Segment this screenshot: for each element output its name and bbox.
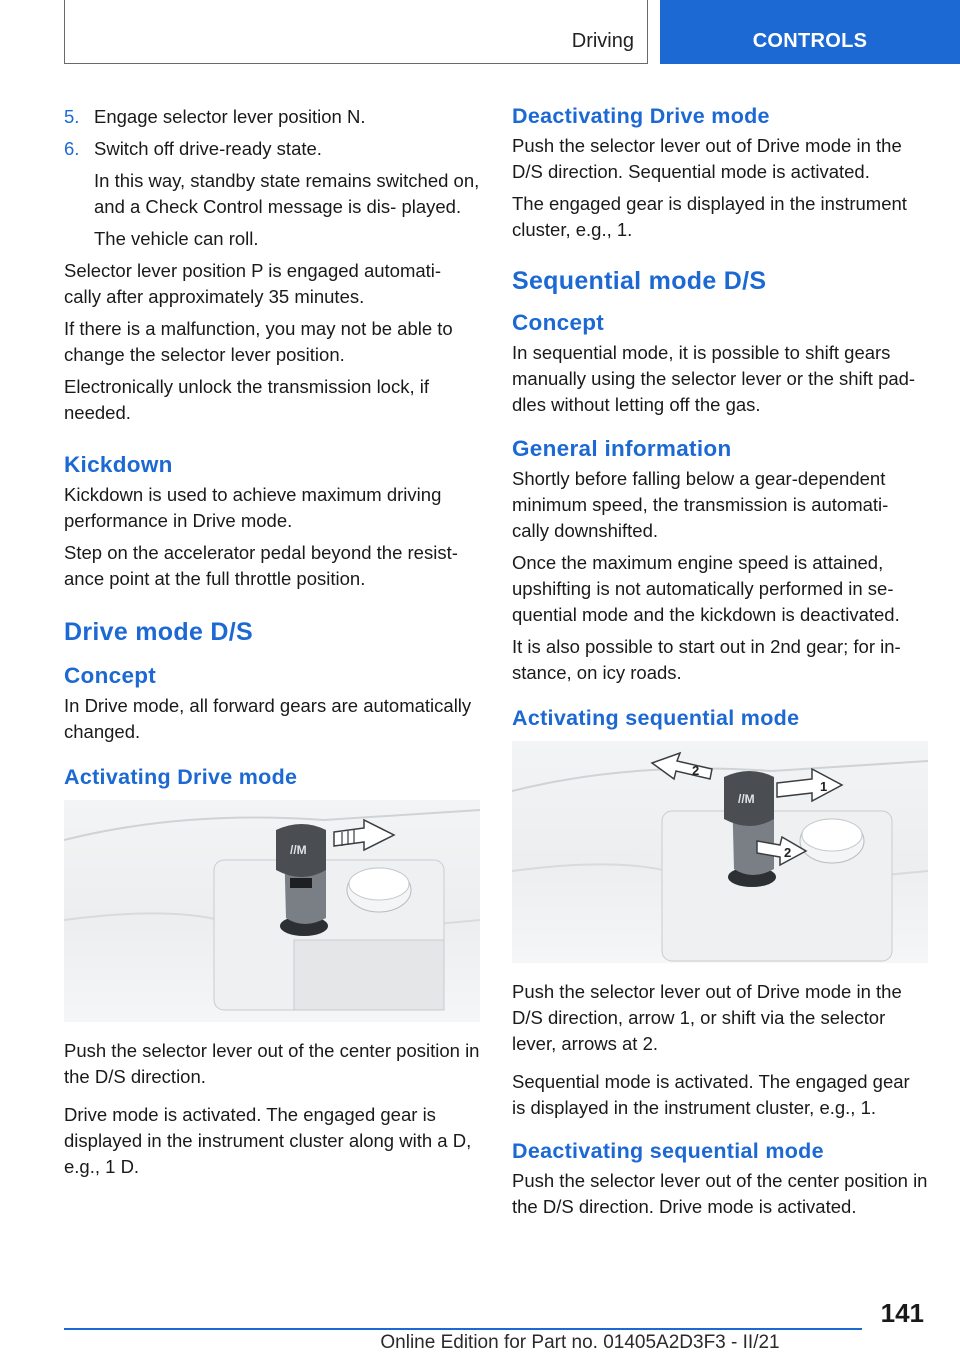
step-text: Switch off drive-ready state. (94, 138, 322, 159)
paragraph: Shortly before falling below a gear-dependent minimum speed, the transmission is automati‐ cally downshifted. (512, 468, 889, 541)
heading-drive-mode: Drive mode D/S (64, 618, 253, 646)
paragraph: Push the selector lever out of the center position in the D/S direction. Drive mode is activated. (512, 1170, 928, 1217)
header-section-title: Driving (571, 30, 634, 52)
step-note: The vehicle can roll. (94, 228, 259, 249)
paragraph: Drive mode is activated. The engaged gear is displayed in the instrument cluster along with a D, e.g., 1 D. (64, 1104, 472, 1177)
left-column (64, 104, 480, 1186)
list-item (64, 136, 480, 162)
heading-activating-sequential-mode: Activating sequential mode (512, 706, 800, 730)
heading-concept: Concept (512, 310, 605, 335)
paragraph: Once the maximum engine speed is attained, upshifting is not automatically performed in se‐ quential mode and the kickdown is deactivated. (512, 552, 900, 625)
paragraph: Kickdown is used to achieve maximum driving performance in Drive mode. (64, 484, 442, 531)
paragraph: Push the selector lever out of the center position in the D/S direction. (64, 1040, 480, 1087)
paragraph: If there is a malfunction, you may not be able to change the selector lever position. (64, 318, 453, 365)
paragraph: Selector lever position P is engaged automati‐ cally after approximately 35 minutes. (64, 260, 442, 307)
paragraph: In Drive mode, all forward gears are automatically changed. (64, 695, 472, 742)
page-number: 141 (880, 1298, 924, 1328)
step-number: 5. (64, 106, 80, 127)
sequential-shift-illustration (512, 741, 928, 963)
right-column (512, 104, 928, 1226)
paragraph: It is also possible to start out in 2nd gear; for in‐ stance, on icy roads. (512, 636, 901, 683)
paragraph: Sequential mode is activated. The engaged gear is displayed in the instrument cluster, e.g., 1. (512, 1071, 910, 1118)
arrow-label: 1 (820, 779, 828, 794)
footer-divider (64, 1328, 862, 1330)
heading-kickdown: Kickdown (64, 452, 173, 477)
arrow-label: 2 (692, 763, 700, 778)
header-frame (64, 0, 648, 64)
paragraph: The engaged gear is displayed in the instrument cluster, e.g., 1. (512, 193, 907, 240)
paragraph: Electronically unlock the transmission lock, if needed. (64, 376, 430, 423)
paragraph: Push the selector lever out of Drive mode in the D/S direction, arrow 1, or shift via the selector lever, arrows at 2. (512, 981, 902, 1054)
selector-lever-illustration (64, 800, 480, 1022)
svg-text://M: //M (738, 792, 755, 806)
heading-general-information: General information (512, 436, 732, 461)
arrow-label: 2 (784, 845, 792, 860)
heading-concept: Concept (64, 663, 157, 688)
footer-edition: Online Edition for Part no. 01405A2D3F3 - II/21 (380, 1332, 780, 1353)
heading-sequential-mode: Sequential mode D/S (512, 267, 767, 295)
step-number: 6. (64, 138, 80, 159)
paragraph: Push the selector lever out of Drive mode in the D/S direction. Sequential mode is activated. (512, 135, 902, 182)
header-chapter-tab[interactable]: CONTROLS (660, 0, 960, 64)
heading-deactivating-sequential-mode: Deactivating sequential mode (512, 1139, 824, 1163)
paragraph: In sequential mode, it is possible to shift gears manually using the selector lever or the shift pad‐ dles without letting off the gas. (512, 342, 916, 415)
heading-activating-drive-mode: Activating Drive mode (64, 765, 298, 789)
list-item (64, 104, 480, 130)
paragraph: Step on the accelerator pedal beyond the resist‐ ance point at the full throttle position. (64, 542, 458, 589)
svg-text://M: //M (290, 843, 307, 857)
step-note: In this way, standby state remains switched on, and a Check Control message is dis‐ played. (94, 170, 480, 217)
heading-deactivating-drive-mode: Deactivating Drive mode (512, 104, 770, 128)
step-text: Engage selector lever position N. (94, 106, 366, 127)
